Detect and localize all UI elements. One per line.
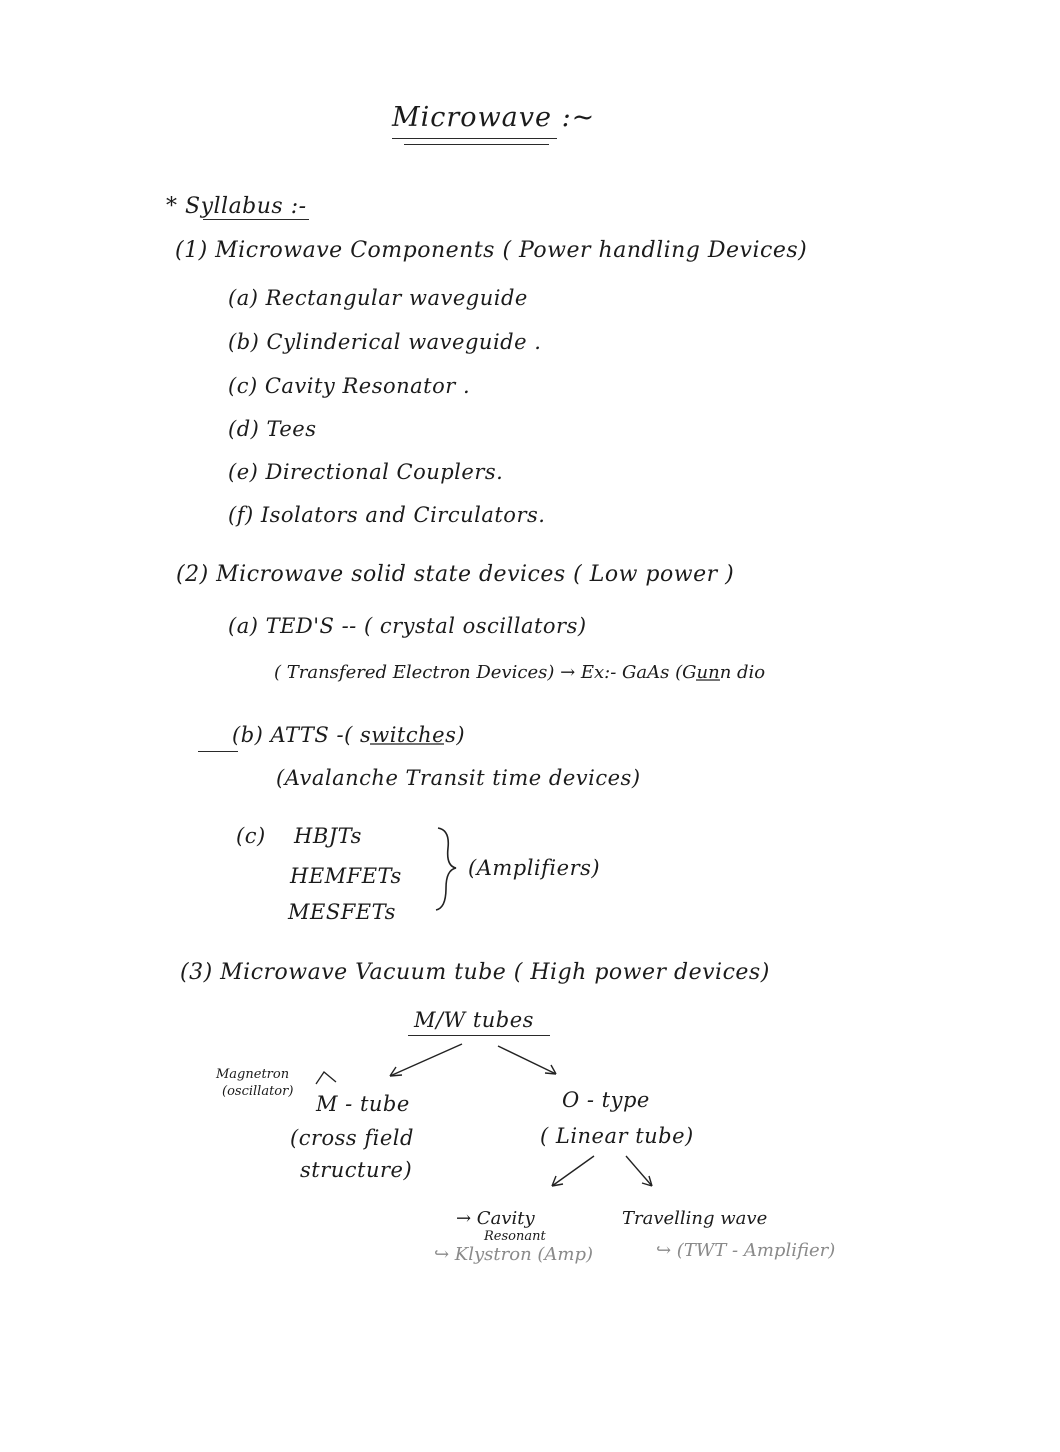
section2-a-line: (a) TED'S -- ( crystal oscillators) — [228, 614, 587, 638]
section1-item-c: (c) Cavity Resonator . — [228, 374, 471, 398]
m-tube: M - tube — [316, 1092, 410, 1116]
section2-heading: (2) Microwave solid state devices ( Low power ) — [176, 562, 735, 587]
tree-root: M/W tubes — [414, 1008, 534, 1032]
travelling-wave: Travelling wave — [622, 1208, 768, 1229]
arrow-to-cavity — [552, 1156, 594, 1186]
section1-item-b: (b) Cylinderical waveguide . — [228, 330, 542, 354]
section2-c-group: (Amplifiers) — [468, 856, 601, 880]
arrow-to-m-tube — [390, 1044, 462, 1076]
section1-item-f: (f) Isolators and Circulators. — [228, 503, 546, 527]
arrow-to-magnetron — [316, 1072, 336, 1084]
twt: ↪ (TWT - Amplifier) — [656, 1240, 836, 1261]
o-type-desc: ( Linear tube) — [540, 1124, 694, 1148]
magnetron-desc: (oscillator) — [222, 1084, 294, 1099]
arrow-to-o-type — [498, 1046, 556, 1074]
page-title: Microwave :~ — [392, 102, 596, 133]
section2-b-sub: (Avalanche Transit time devices) — [276, 766, 641, 790]
section2-a-sub: ( Transfered Electron Devices) → Ex:- GaAs (Gunn dio — [274, 662, 766, 683]
amplifier-brace — [436, 828, 456, 910]
section1-item-a: (a) Rectangular waveguide — [228, 286, 528, 310]
m-tube-desc-2: structure) — [300, 1158, 413, 1182]
section2-c-item-hemfet: HEMFETs — [290, 864, 402, 888]
o-type: O - type — [562, 1088, 650, 1112]
section1-item-d: (d) Tees — [228, 417, 317, 441]
arrow-to-travelling — [626, 1156, 652, 1186]
section1-item-e: (e) Directional Couplers. — [228, 460, 504, 484]
cavity-label: → Cavity — [456, 1208, 535, 1229]
m-tube-desc-1: (cross field — [290, 1126, 414, 1150]
section2-c-item-mesfet: MESFETs — [288, 900, 396, 924]
section3-heading: (3) Microwave Vacuum tube ( High power devices) — [180, 960, 770, 985]
section2-b-line: (b) ATTS -( switches) — [232, 723, 466, 747]
section2-c-item-hbjt: HBJTs — [294, 824, 362, 848]
syllabus-heading: * Syllabus :- — [166, 194, 307, 219]
magnetron-label: Magnetron — [216, 1067, 290, 1082]
cavity-sub: Resonant — [484, 1229, 546, 1244]
klystron: ↪ Klystron (Amp) — [434, 1244, 594, 1265]
section1-heading: (1) Microwave Components ( Power handling Devices) — [175, 238, 808, 263]
section2-c-label: (c) — [236, 824, 266, 848]
